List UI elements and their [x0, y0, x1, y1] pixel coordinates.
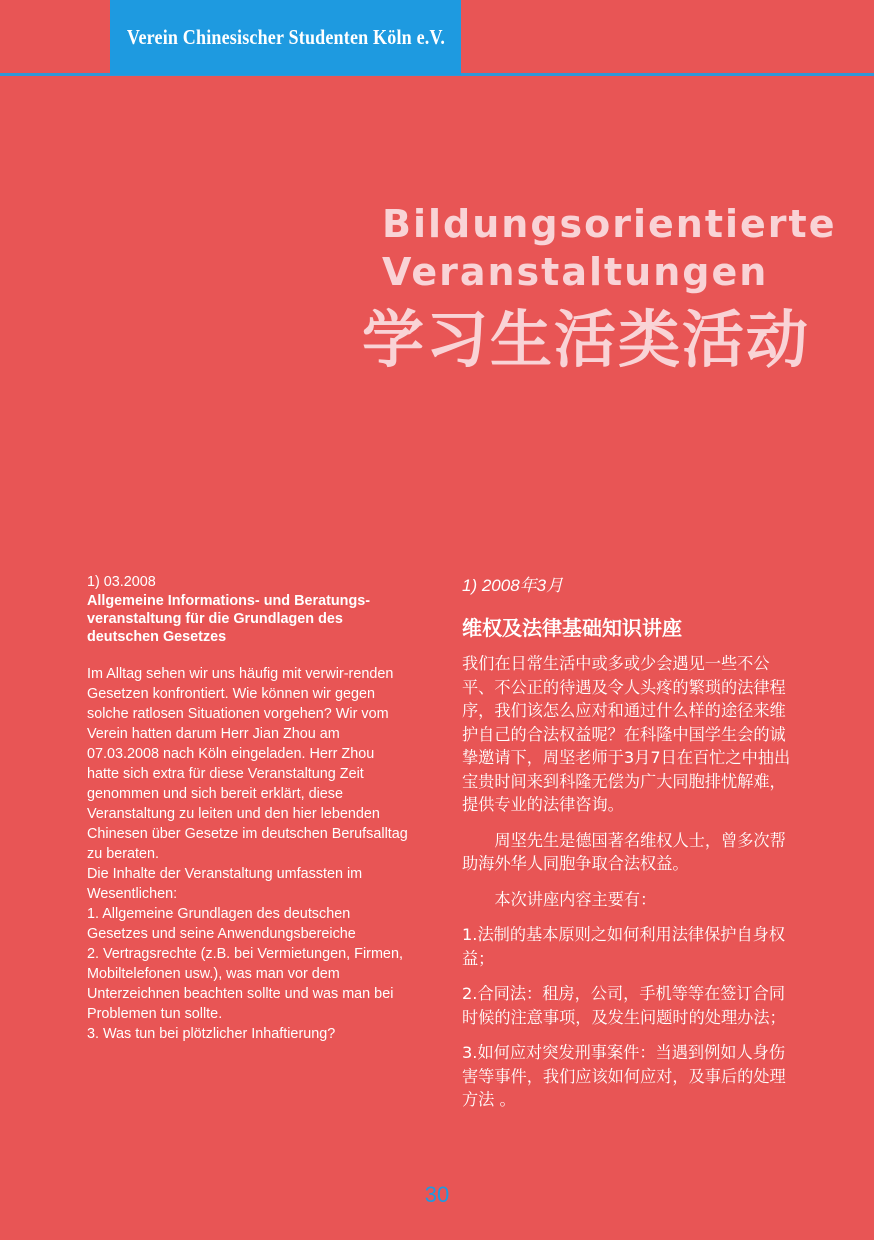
list-item: 2. Vertragsrechte (z.B. bei Vermietungen, Firmen, Mobiltelefonen usw.), was man vor dem Unterzeichnen beachten sollte und was man bei Problemen tun sollte. — [87, 946, 403, 1022]
header-banner — [110, 0, 461, 75]
page-number: 30 — [424, 1182, 450, 1207]
title-line-2: Veranstaltungen — [382, 250, 769, 294]
article-heading: Allgemeine Informations- und Beratungs-veranstaltung für die Grundlagen des deutschen Gesetzes — [87, 593, 371, 645]
list-item: 2.合同法：租房，公司，手机等等在签订合同时候的注意事项，及发生问题时的处理办法； — [462, 984, 786, 1027]
article-paragraph: 我们在日常生活中或多或少会遇见一些不公平、不公正的待遇及令人头疼的繁琐的法律程序，我们该怎么应对和通过什么样的途径来维护自己的合法权益呢？在科隆中国学生会的诚挚邀请下，周坚老师于3月7日在百忙之中抽出宝贵时间来到科隆无偿为广大同胞排忧解难，提供专业的法律咨询。 — [462, 654, 791, 814]
organization-name: Verein Chinesischer Studenten Köln e.V. — [126, 25, 445, 49]
article-heading: 维权及法律基础知识讲座 — [462, 616, 682, 640]
page-title-german — [382, 200, 836, 296]
article-paragraph: 周坚先生是德国著名维权人士，曾多次帮助海外华人同胞争取合法权益。 — [462, 830, 786, 873]
article-date: 1) 2008年3月 — [462, 576, 564, 595]
article-paragraph: Im Alltag sehen wir uns häufig mit verwir-renden Gesetzen konfrontiert. Wie können wir gegen solche ratlosen Situationen vorgehen? Wir vom Verein hatten darum Herr Jian Zhou am 07.03.2008 nach Köln eingeladen. Herr Zhou hatte sich extra für diese Veranstaltung Zeit genommen und sich bereit erklärt, diese Veranstaltung zu leiten und den hier lebenden Chinesen über Gesetze im deutschen Berufsalltag zu beraten. — [87, 666, 408, 862]
article-paragraph: Die Inhalte der Veranstaltung umfassten im Wesentlichen: — [87, 866, 363, 902]
list-item: 3.如何应对突发刑事案件：当遇到例如人身伤害等事件，我们应该如何应对，及事后的处理方法 。 — [462, 1043, 786, 1109]
page-title-chinese: 学习生活类活动 — [362, 303, 811, 376]
article-date: 1) 03.2008 — [87, 574, 156, 590]
title-line-1: Bildungsorientierte — [382, 202, 837, 246]
german-article — [87, 572, 409, 1044]
list-item: 3. Was tun bei plötzlicher Inhaftierung? — [87, 1026, 336, 1042]
list-item: 1.法制的基本原则之如何利用法律保护自身权益； — [462, 925, 786, 968]
article-paragraph: 本次讲座内容主要有： — [494, 889, 657, 909]
list-item: 1. Allgemeine Grundlagen des deutschen Gesetzes und seine Anwendungsbereiche — [87, 906, 356, 942]
chinese-article — [462, 572, 792, 1112]
